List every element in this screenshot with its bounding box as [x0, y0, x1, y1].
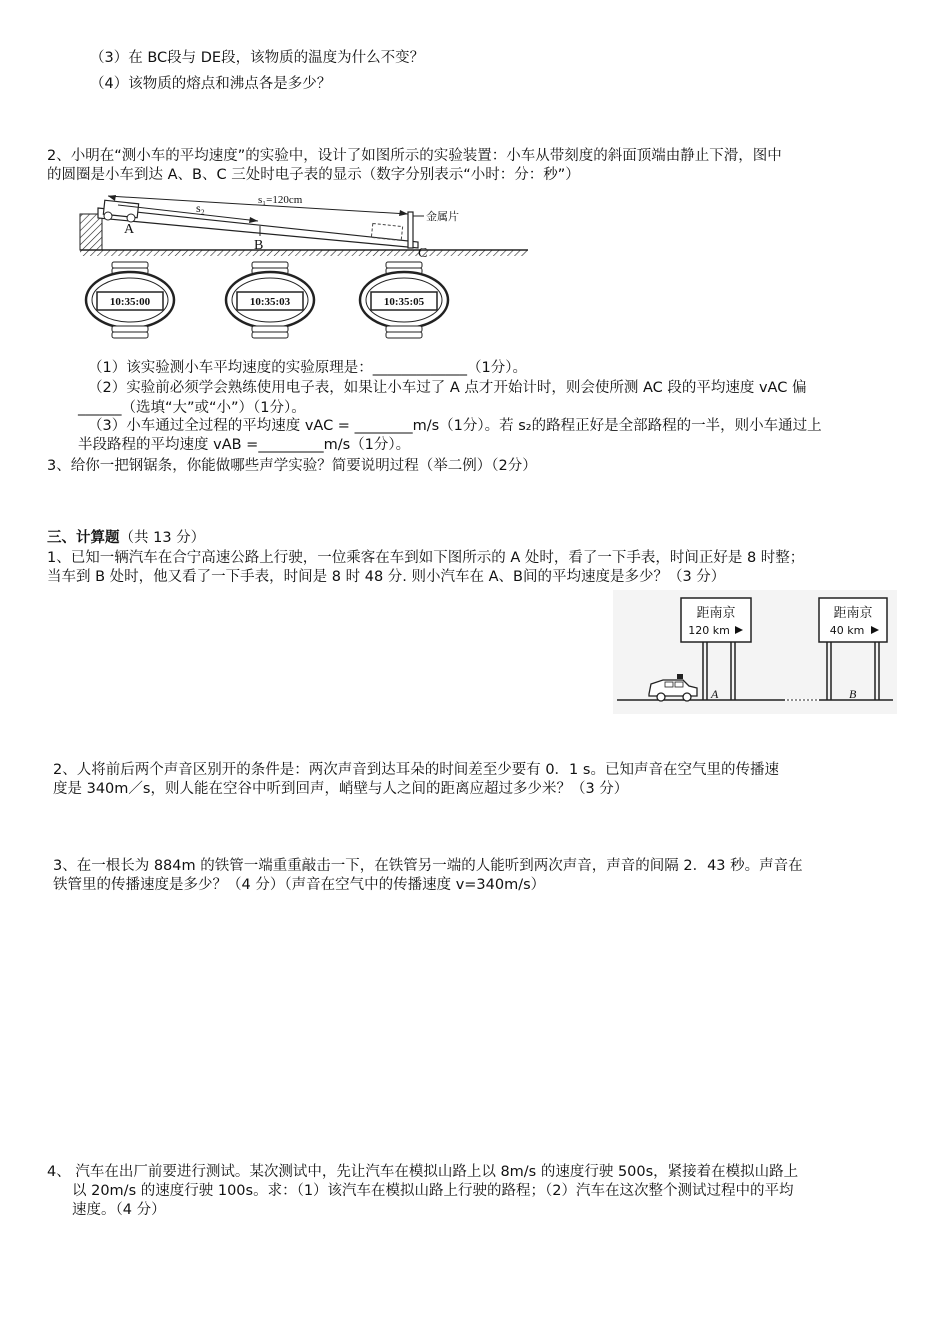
- exp2-part3-line2: 半段路程的平均速度 vAB =_________m/s（1分）。: [78, 437, 411, 453]
- calc1-line2: 当车到 B 处时，他又看了一下手表，时间是 8 时 48 分. 则小汽车在 A、B间的平均速度是多少？（3 分）: [47, 569, 726, 585]
- q3-part3: （3）在 BC段与 DE段，该物质的温度为什么不变？: [90, 50, 425, 66]
- clock-c-time: 10:35:05: [383, 296, 425, 308]
- clock-b-time: 10:35:03: [249, 296, 291, 308]
- calc2-line1: 2、人将前后两个声音区别开的条件是：两次声音到达耳朵的时间差至少要有 0．1 s。已知声音在空气里的传播速: [53, 762, 779, 778]
- clock-a-time: 10:35:00: [109, 296, 151, 308]
- point-b-label: B: [849, 687, 857, 701]
- section3-score: （共 13 分）: [119, 530, 206, 546]
- s2-label: s₂: [196, 201, 205, 215]
- exp3-question: 3、给你一把钢锯条，你能做哪些声学实验？简要说明过程（举二例）（2分）: [47, 458, 537, 474]
- sign-2-dist: 40 km: [829, 624, 865, 637]
- metal-label: 金属片: [426, 210, 459, 223]
- calc2-line2: 度是 340m／s，则人能在空谷中听到回声，峭壁与人之间的距离应超过多少米？（3 分）: [53, 781, 629, 797]
- calc4-line1: 4、 汽车在出厂前要进行测试。某次测试中，先让汽车在模拟山路上以 8m/s 的速度行驶 500s，紧接着在模拟山路上: [47, 1164, 799, 1180]
- support-block: [80, 214, 102, 250]
- sign-2-title: 距南京: [833, 606, 873, 621]
- s1-label: s₁=120cm: [258, 194, 303, 206]
- calc4-line3: 速度。（4 分）: [72, 1202, 166, 1218]
- section3-heading: [47, 528, 205, 548]
- exp2-part1: （1）该实验测小车平均速度的实验原理是：_____________（1分）。: [88, 360, 527, 376]
- calc3-line1: 3、在一根长为 884m 的铁管一端重重敲击一下，在铁管另一端的人能听到两次声音，声音的间隔 2．43 秒。声音在: [53, 858, 803, 874]
- metal-plate: [408, 212, 413, 248]
- exp2-intro-line2: 的圆圈是小车到达 A、B、C 三处时电子表的显示（数字分别表示“小时：分：秒”）: [47, 167, 580, 183]
- exp2-part2-line1: （2）实验前必须学会熟练使用电子表，如果让小车过了 A 点才开始计时，则会使所测 AC 段的平均速度 vAC 偏: [88, 380, 807, 396]
- exp2-intro-line1: 2、小明在“测小车的平均速度”的实验中，设计了如图所示的实验装置：小车从带刻度的斜面顶端由静止下滑，图中: [47, 148, 782, 164]
- clock-b: [226, 262, 314, 338]
- point-b: B: [254, 238, 264, 253]
- section3-title: 三、计算题: [47, 530, 120, 546]
- point-c: C: [418, 246, 428, 261]
- incline-figure: [78, 190, 548, 348]
- exp2-part2-line2: ______（选填“大”或“小”）（1分）。: [78, 400, 306, 416]
- calc4-line2: 以 20m/s 的速度行驶 100s。求：（1）该汽车在模拟山路上行驶的路程；（2）汽车在这次整个测试过程中的平均: [72, 1183, 794, 1199]
- clock-a: [86, 262, 174, 338]
- sign-1-dist: 120 km: [688, 624, 730, 637]
- calc3-line2: 铁管里的传播速度是多少？（4 分）（声音在空气中的传播速度 v=340m/s）: [53, 877, 546, 893]
- road-signs-figure: [613, 590, 897, 714]
- calc1-line1: 1、已知一辆汽车在合宁高速公路上行驶，一位乘客在车到如下图所示的 A 处时，看了一下手表，时间正好是 8 时整；: [47, 550, 805, 566]
- point-a: A: [124, 222, 135, 237]
- clock-c: [360, 262, 448, 338]
- sign-1-title: 距南京: [696, 606, 736, 621]
- q3-part4: （4）该物质的熔点和沸点各是多少？: [90, 76, 332, 92]
- point-a-label: A: [711, 687, 719, 701]
- exp2-part3-line1: （3）小车通过全过程的平均速度 vAC = ________m/s（1分）。若 s₂的路程正好是全部路程的一半，则小车通过上: [88, 418, 822, 434]
